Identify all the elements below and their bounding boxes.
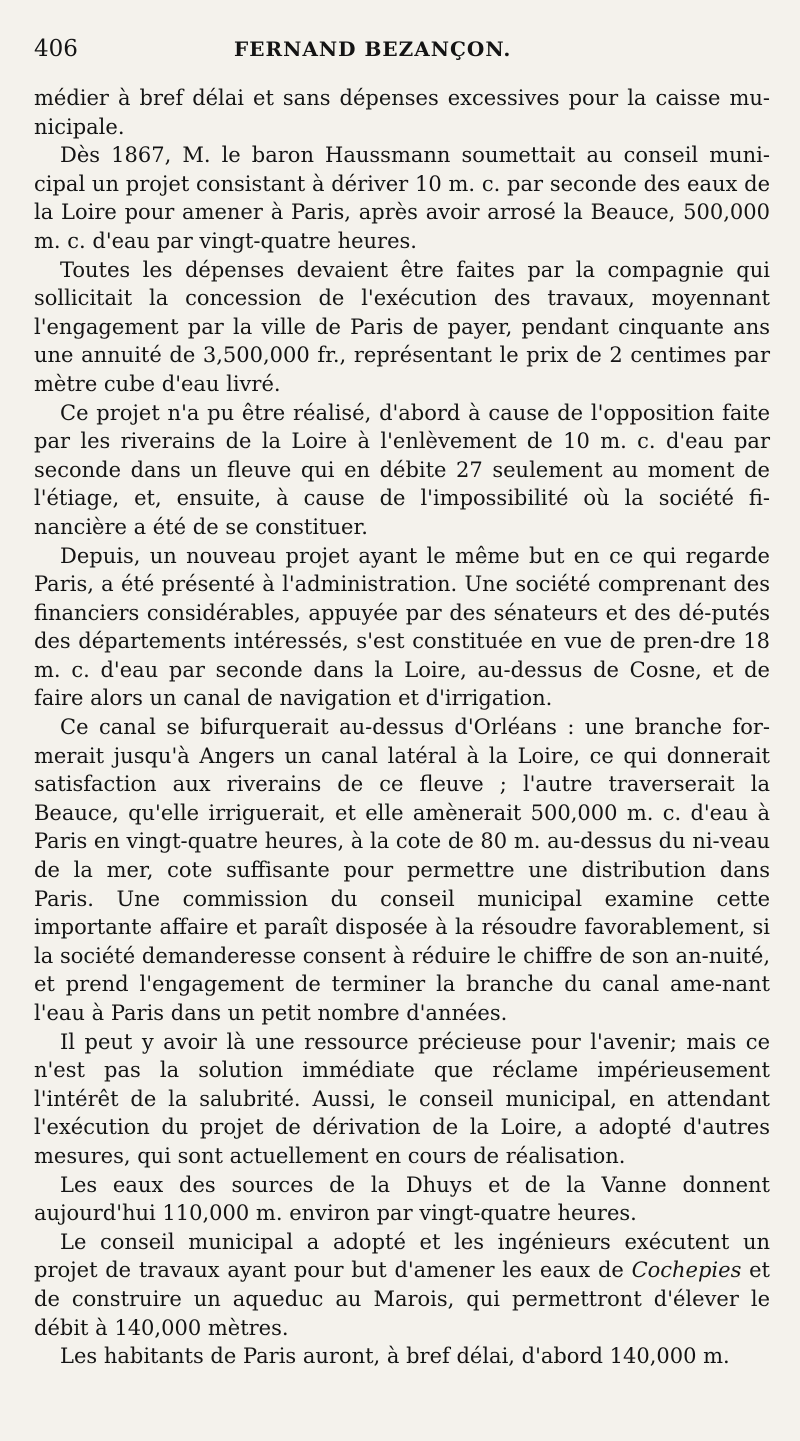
paragraph-text: et de construire un aqueduc au Marois, qui permettront d'élever le débit à 140,000 mètres. bbox=[34, 1258, 770, 1340]
paragraph: Dès 1867, M. le baron Haussmann soumettait au conseil muni-cipal un projet consistant à dériver 10 m. c. par seconde des eaux de la Loire pour amener à Paris, après avoir arrosé la Beauce, 500,000 m. c. d'eau par vingt-quatre heures. bbox=[34, 143, 770, 253]
paragraph: Ce canal se bifurquerait au-dessus d'Orléans : une branche for-merait jusqu'à Angers un canal latéral à la Loire, ce qui donnerait satisfaction aux riverains de ce fleuve ; l'autre traverserait la Beauce, qu'elle irriguerait, et elle amènerait 500,000 m. c. d'eau à Paris en vingt-quatre heures, à la cote de 80 m. au-dessus du ni-veau de la mer, cote suffisante pour permettre une distribution dans Paris. Une commission du conseil municipal examine cette importante affaire et paraît disposée à la résoudre favorablement, si la société demanderesse consent à réduire le chiffre de son an-nuité, et prend l'engagement de terminer la branche du canal ame-nant l'eau à Paris dans un petit nombre d'années. bbox=[34, 715, 770, 1025]
page-number: 406 bbox=[34, 36, 78, 62]
body-text bbox=[34, 84, 770, 1371]
paragraph: Toutes les dépenses devaient être faites par la compagnie qui sollicitait la concession de l'exécution des travaux, moyennant l'engagement par la ville de Paris de payer, pendant cinquante ans une annuité de 3,500,000 fr., représentant le prix de 2 centimes par mètre cube d'eau livré. bbox=[34, 257, 770, 396]
running-title: FERNAND BEZANÇON. bbox=[234, 37, 512, 61]
paragraph bbox=[34, 1228, 770, 1342]
paragraph-text: Le conseil municipal a adopté et les ingénieurs exécutent un projet de travaux ayant pour but d'amener les eaux de bbox=[34, 1229, 770, 1283]
paragraph: Depuis, un nouveau projet ayant le même but en ce qui regarde Paris, a été présenté à l'administration. Une société comprenant des financiers considérables, appuyée par des sénateurs et des dé-putés des départements intéressés, s'est constituée en vue de pren-dre 18 m. c. d'eau par seconde dans la Loire, au-dessus de Cosne, et de faire alors un canal de navigation et d'irrigation. bbox=[34, 543, 770, 711]
page-header bbox=[34, 36, 770, 84]
paragraph: Il peut y avoir là une ressource précieuse pour l'avenir; mais ce n'est pas la solution immédiate que réclame impérieusement l'intérêt de la salubrité. Aussi, le conseil municipal, en attendant l'exécution du projet de dérivation de la Loire, a adopté d'autres mesures, qui sont actuellement en cours de réalisation. bbox=[34, 1029, 770, 1168]
paragraph: Les eaux des sources de la Dhuys et de la Vanne donnent aujourd'hui 110,000 m. environ par vingt-quatre heures. bbox=[34, 1172, 770, 1226]
paragraph: Les habitants de Paris auront, à bref délai, d'abord 140,000 m. bbox=[60, 1344, 730, 1369]
place-name-italic: Cochepies bbox=[631, 1258, 742, 1283]
paragraph: Ce projet n'a pu être réalisé, d'abord à cause de l'opposition faite par les riverains de la Loire à l'enlèvement de 10 m. c. d'eau par seconde dans un fleuve qui en débite 27 seulement au moment de l'étiage, et, ensuite, à cause de l'impossibilité où la société fi-nancière a été de se constituer. bbox=[34, 400, 770, 539]
paragraph: médier à bref délai et sans dépenses excessives pour la caisse mu-nicipale. bbox=[34, 86, 770, 139]
